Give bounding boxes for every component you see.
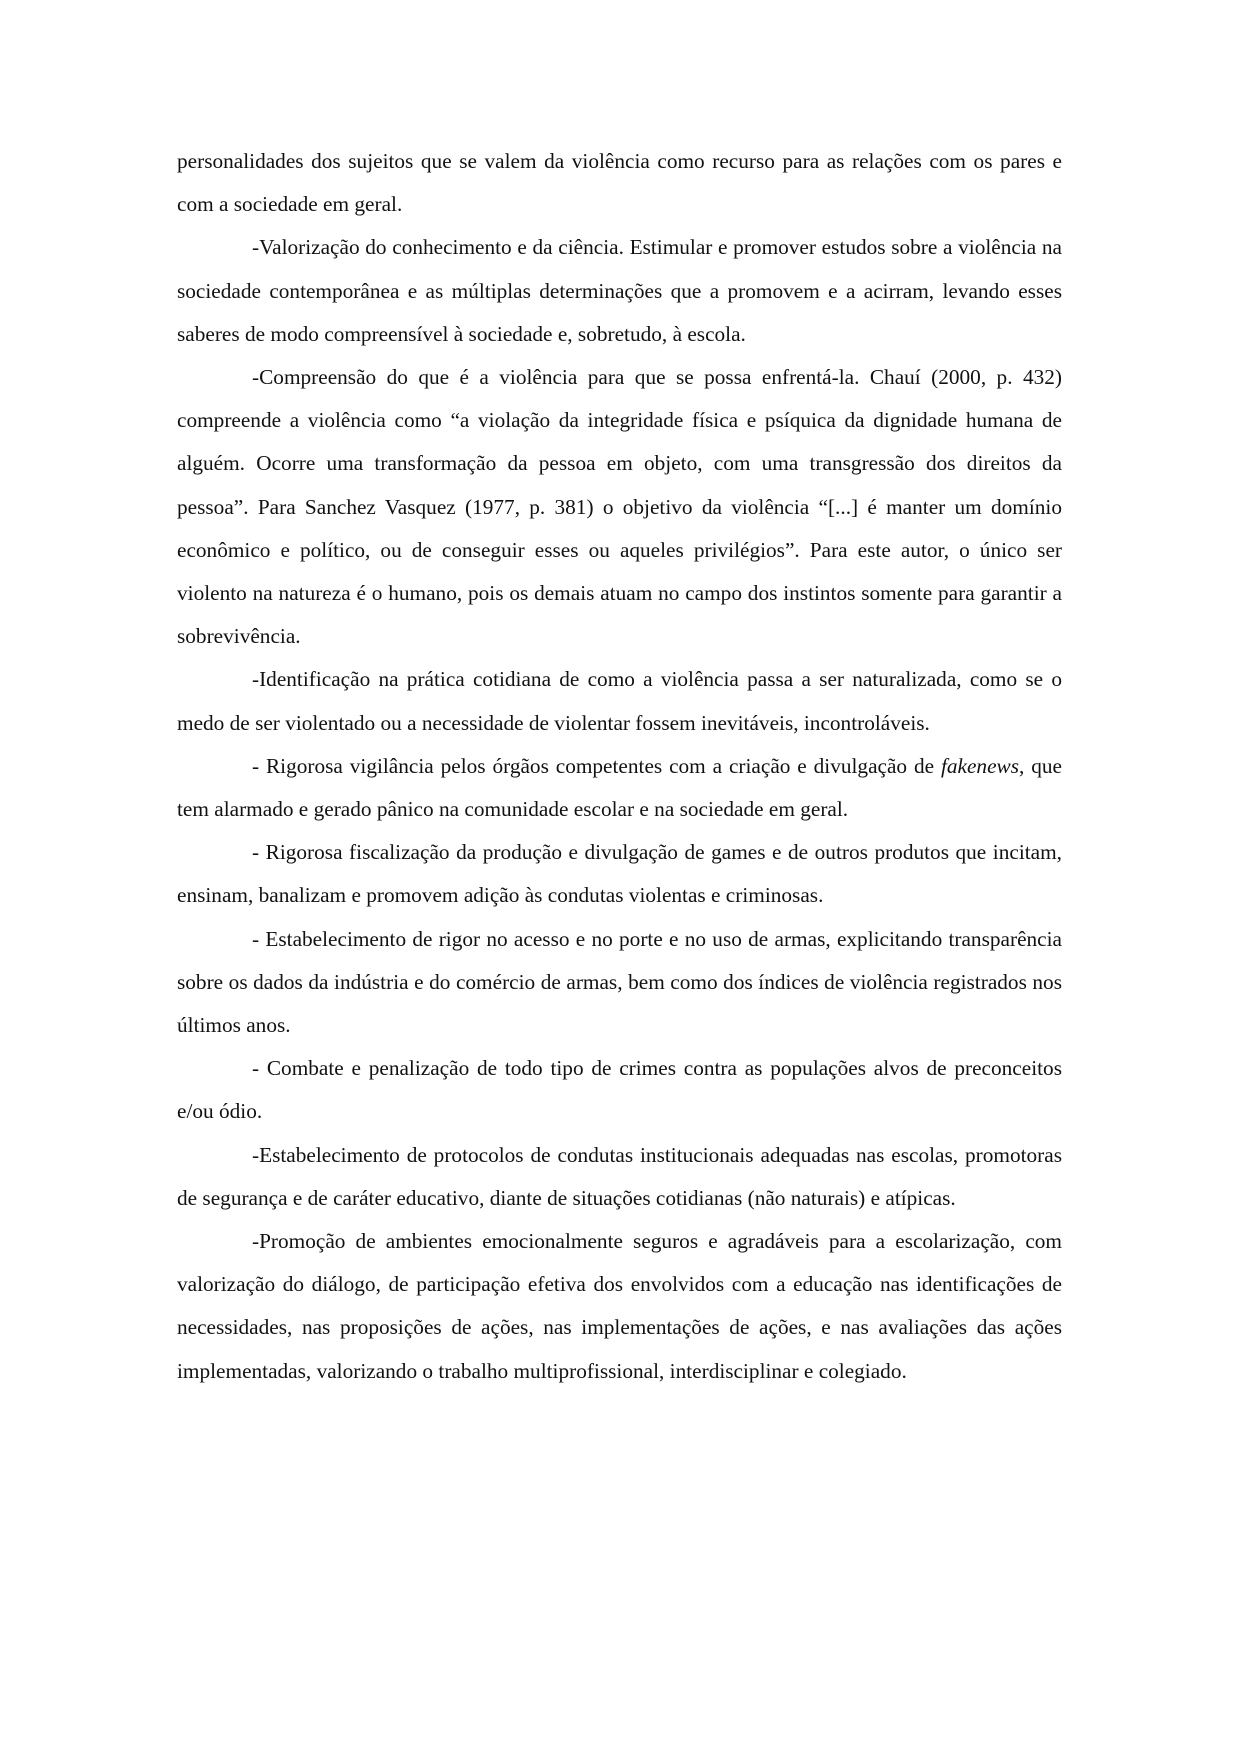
paragraph-fakenews-vigilance [177, 745, 1062, 831]
paragraph-games-inspection: - Rigorosa fiscalização da produção e divulgação de games e de outros produtos que incitam, ensinam, banalizam e promovem adição às condutas violentas e criminosas. [177, 840, 1062, 908]
fakenews-prefix: - Rigorosa vigilância pelos órgãos competentes com a criação e divulgação de [252, 753, 941, 778]
fakenews-suffix: , que tem alarmado e gerado pânico na comunidade escolar e na sociedade em geral. [177, 753, 1062, 822]
paragraph-understanding-violence: -Compreensão do que é a violência para que se possa enfrentá-la. Chauí (2000, p. 432) compreende a violência como “a violação da integridade física e psíquica da dignidade humana de alguém. Ocorre uma transformação da pessoa em objeto, com uma transgressão dos direitos da pessoa”. Para Sanchez Vasquez (1977, p. 381) o objetivo da violência “[...] é manter um domínio econômico e político, ou de conseguir esses ou aqueles privilégios”. Para este autor, o único ser violento na natureza é o humano, pois os demais atuam no campo dos instintos somente para garantir a sobrevivência. [177, 365, 1062, 649]
paragraph-hate-crimes: - Combate e penalização de todo tipo de crimes contra as populações alvos de preconceitos e/ou ódio. [177, 1056, 1062, 1124]
document-page [177, 140, 1062, 1393]
paragraph-continuation: personalidades dos sujeitos que se valem da violência como recurso para as relações com os pares e com a sociedade em geral. [177, 149, 1062, 217]
paragraph-safe-environments: -Promoção de ambientes emocionalmente seguros e agradáveis para a escolarização, com valorização do diálogo, de participação efetiva dos envolvidos com a educação nas identificações de necessidades, nas proposições de ações, nas implementações de ações, e nas avaliações das ações implementadas, valorizando o trabalho multiprofissional, interdisciplinar e colegiado. [177, 1229, 1062, 1383]
paragraph-arms-control: - Estabelecimento de rigor no acesso e no porte e no uso de armas, explicitando transparência sobre os dados da indústria e do comércio de armas, bem como dos índices de violência registrados nos últimos anos. [177, 926, 1062, 1038]
paragraph-school-protocols: -Estabelecimento de protocolos de condutas institucionais adequadas nas escolas, promotoras de segurança e de caráter educativo, diante de situações cotidianas (não naturais) e atípicas. [177, 1142, 1062, 1210]
fakenews-term: fakenews [940, 753, 1020, 778]
paragraph-knowledge-science: -Valorização do conhecimento e da ciência. Estimular e promover estudos sobre a violência na sociedade contemporânea e as múltiplas determinações que a promovem e a acirram, levando esses saberes de modo compreensível à sociedade e, sobretudo, à escola. [177, 235, 1062, 346]
paragraph-daily-practice: -Identificação na prática cotidiana de como a violência passa a ser naturalizada, como se o medo de ser violentado ou a necessidade de violentar fossem inevitáveis, incontroláveis. [177, 667, 1062, 735]
